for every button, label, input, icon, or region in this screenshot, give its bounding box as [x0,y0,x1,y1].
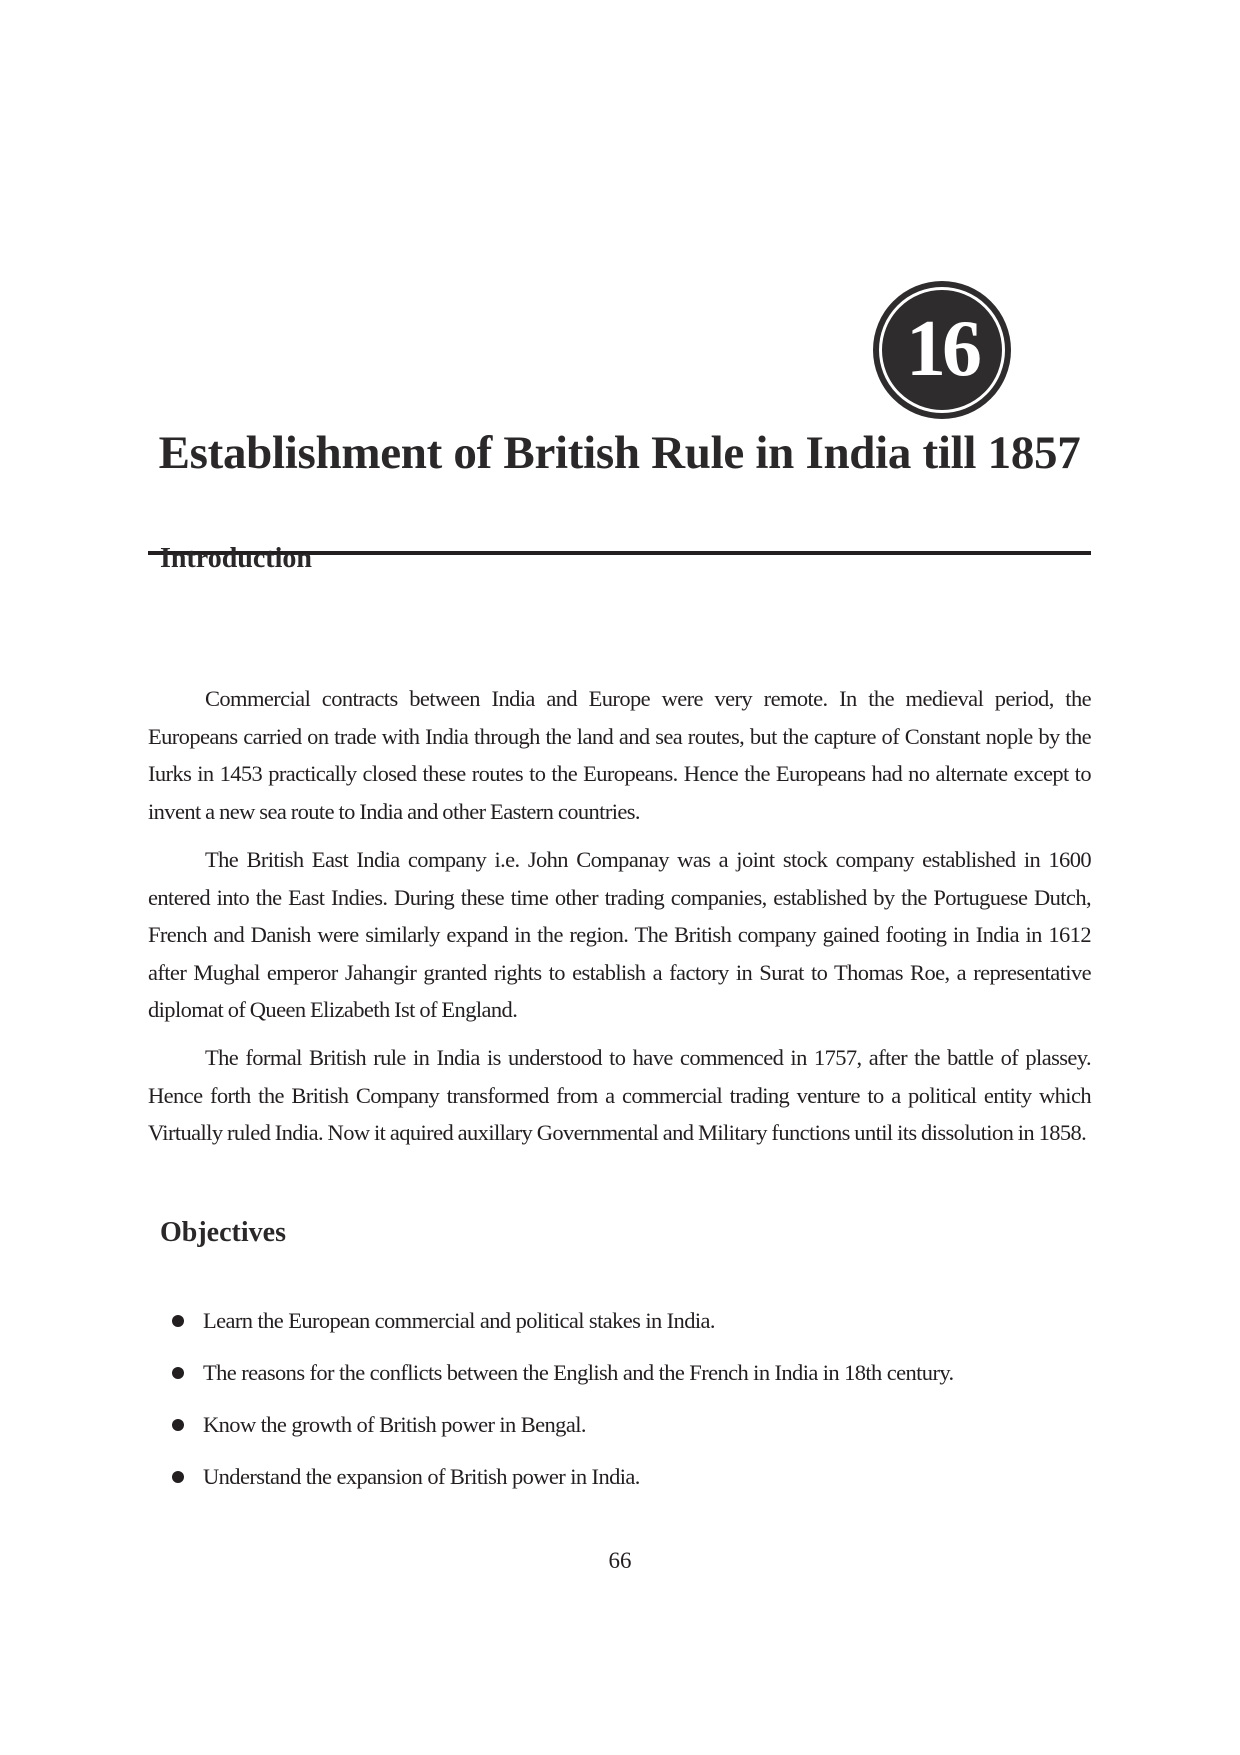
badge-ring [879,287,1005,413]
objectives-list [172,1295,954,1503]
objective-item [172,1295,954,1347]
bullet-icon [172,1315,184,1327]
intro-paragraph-3: The formal British rule in India is understood to have commenced in 1757, after the battle of plassey. Hence forth the British Company transformed from a commercial trading venture to a political entity which Virtually ruled India. Now it aquired auxillary Governmental and Military functions until its dissolution in 1858. [148,1045,1091,1145]
intro-paragraph-2: The British East India company i.e. John Companay was a joint stock company established in 1600 entered into the East Indies. During these time other trading companies, established by the Portuguese Dutch, French and Danish were similarly expand in the region. The British company gained footing in India in 1612 after Mughal emperor Jahangir granted rights to establish a factory in Surat to Thomas Roe, a representative diplomat of Queen Elizabeth Ist of England. [148,847,1091,1022]
chapter-number: 16 [906,305,978,393]
objective-item [172,1399,954,1451]
bullet-icon [172,1419,184,1431]
objective-item [172,1451,954,1503]
page-number: 66 [608,1548,632,1573]
chapter-title: Establishment of British Rule in India till 1857 [158,427,1081,479]
introduction-heading: Introduction [160,543,312,574]
objectives-heading: Objectives [160,1217,286,1248]
objective-text: Understand the expansion of British power in India. [203,1464,640,1489]
objective-item [172,1347,954,1399]
bullet-icon [172,1367,184,1379]
chapter-number-badge [873,281,1011,419]
objective-text: Learn the European commercial and political stakes in India. [203,1308,715,1333]
objective-text: Know the growth of British power in Bengal. [203,1412,586,1437]
intro-paragraph-1: Commercial contracts between India and Europe were very remote. In the medieval period, the Europeans carried on trade with India through the land and sea routes, but the capture of Constant nople by the Iurks in 1453 practically closed these routes to the Europeans. Hence the Europeans had no alternate except to invent a new sea route to India and other Eastern countries. [148,686,1091,824]
objective-text: The reasons for the conflicts between the English and the French in India in 18th century. [203,1360,954,1385]
bullet-icon [172,1471,184,1483]
